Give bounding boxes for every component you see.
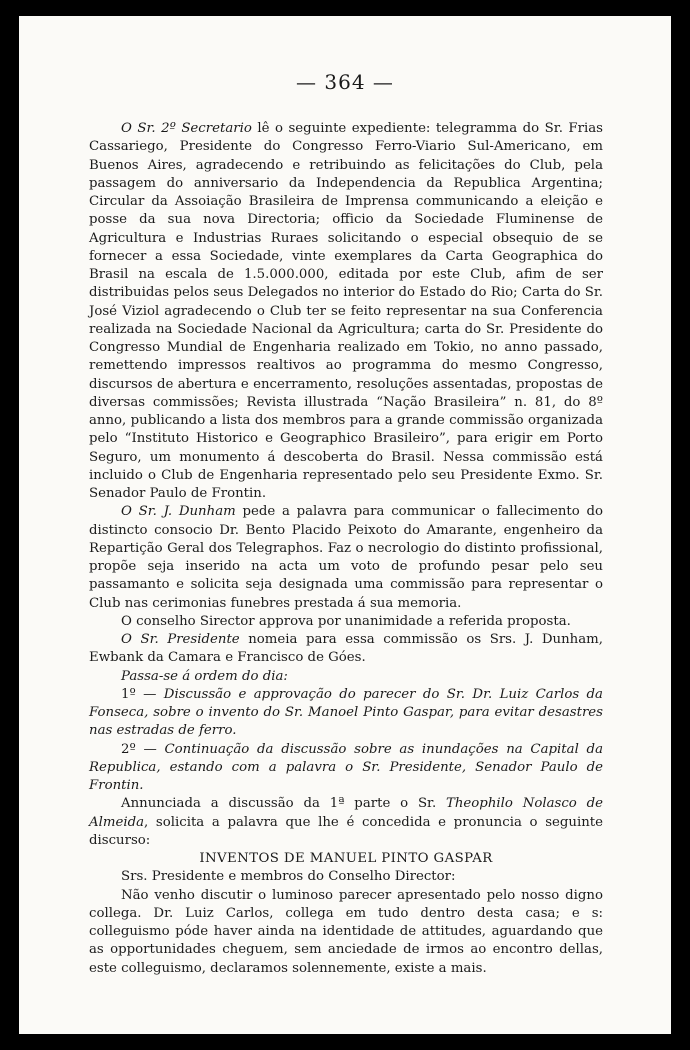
document-body [89, 120, 603, 978]
text-run: nomeia para essa commissão os Srs. J. Dunham, Ewbank da Camara e Francisco de Góes. [89, 632, 603, 666]
italic-run: O Sr. Presidente [121, 632, 240, 647]
paragraph-p8 [89, 795, 603, 850]
section-heading [89, 850, 603, 868]
text-run: INVENTOS DE MANUEL PINTO GASPAR [199, 851, 493, 866]
text-run: , solicita a palavra que lhe é concedida e pronuncia o seguinte discurso: [89, 814, 603, 848]
paragraph-p5 [89, 668, 603, 686]
text-run: 2º — [121, 741, 165, 757]
page-number: — 364 — [296, 70, 394, 94]
paragraph-p2 [89, 503, 603, 613]
text-run: lê o seguinte expediente: telegramma do Sr. Frias Cassariego, Presidente do Congresso Ferro-Viario Sul-Americano, em Buenos Aires, agradecendo e retribuindo as felicitações do Club, pela passagem do anniversario da Independencia da Republica Argentina; Circular da Assoiação Brasileira de Imprensa communicando a eleição e posse da sua nova Directoria; officio da Sociedade Fluminense de Agricultura e Industrias Ruraes solicitando o especial obsequio de se fornecer a essa Sociedade, vinte exemplares da Carta Geographica do Brasil na escala de 1.5.000.000, editada por este Club, afim de ser distribuidas pelos seus Delegados no interior do Estado do Rio; Carta do Sr. José Viziol agradecendo o Club ter se feito representar na sua Conferencia realizada na Sociedade Nacional da Agricultura; carta do Sr. Presidente do Congresso Mundial de Engenharia realizado em Tokio, no anno passado, remettendo impressos realtivos ao programma do mesmo Congresso, discursos de abertura e encerramento, resoluções assentadas, propostas de diversas commissões; Revista illustrada “Nação Brasileira” n. 81, do 8º anno, publicando a lista dos membros para a grande commissão organizada pelo “Instituto Historico e Geographico Brasileiro”, para erigir em Porto Seguro, um monumento á descoberta do Brasil. Nessa commissão está incluido o Club de Engenharia representado pelo seu Presidente Exmo. Sr. Senador Paulo de Frontin. [89, 121, 603, 501]
italic-run: O Sr. 2º Secretario [121, 121, 252, 136]
text-run: Annunciada a discussão da 1ª parte o Sr. [121, 796, 446, 812]
italic-run: Discussão e approvação do parecer do Sr. Dr. Luiz Carlos da Fonseca, sobre o invento do Sr. Manoel Pinto Gaspar, para evitar desastres nas estradas de ferro. [89, 686, 603, 739]
text-run: pede a palavra para communicar o fallecimento do distincto consocio Dr. Bento Placido Peixoto do Amarante, engenheiro da Repartição Geral dos Telegraphos. Faz o necrologio do distinto profissional, propõe seja inserido na acta um voto de profundo pesar pelo seu passamanto e solicita seja designada uma commissão para representar o Club nas cerimonias funebres prestada á sua memoria. [89, 504, 603, 611]
paragraph-p1 [89, 120, 603, 503]
document-page [19, 16, 671, 1034]
italic-run: Passa-se á ordem do dia: [121, 668, 288, 684]
paragraph-p7 [89, 741, 603, 796]
text-run: Não venho discutir o luminoso parecer apresentado pelo nosso digno collega. Dr. Luiz Carlos, collega em tudo dentro desta casa; e s: colleguismo póde haver ainda na identidade de attitudes, aguardando que as opportunidades cheguem, sem anciedade de irmos ao encontro dellas, este colleguismo, declaramos solennemente, existe a mais. [89, 887, 603, 976]
paragraph-p3 [89, 613, 603, 631]
italic-run: O Sr. J. Dunham [121, 504, 236, 520]
text-run: O conselho Sirector approva por unanimidade a referida proposta. [121, 613, 571, 629]
paragraph-p6 [89, 686, 603, 741]
paragraph-p10 [89, 887, 603, 978]
text-run: Srs. Presidente e membros do Conselho Director: [121, 869, 456, 885]
italic-run: Continuação da discussão sobre as inundações na Capital da Republica, estando com a palavra o Sr. Presidente, Senador Paulo de Frontin. [89, 741, 603, 793]
paragraph-p9 [89, 868, 603, 886]
paragraph-p4 [89, 631, 603, 668]
italic-run: Theophilo Nolasco de Almeida [89, 796, 603, 830]
text-run: 1º — [121, 686, 164, 702]
